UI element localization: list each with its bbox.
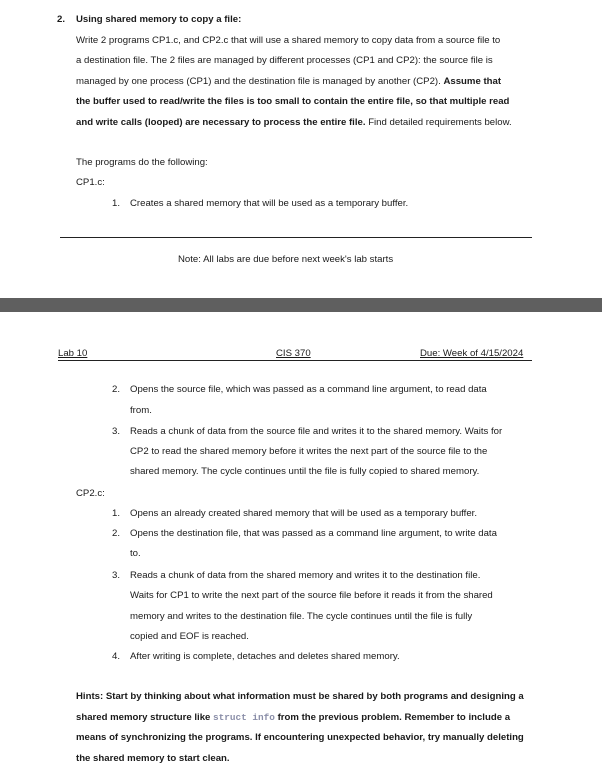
- code-struct-info: struct info: [213, 712, 275, 723]
- problem-number: 2.: [57, 14, 66, 25]
- para-line-3: managed by one process (CP1) and the destination file is managed by another (CP2). Assume that: [76, 76, 502, 87]
- cp2-item-3-num: 3.: [112, 570, 121, 581]
- footer-note: Note: All labs are due before next week's lab starts: [178, 254, 394, 265]
- header-center: CIS 370: [276, 348, 311, 359]
- cp1-item-3-num: 3.: [112, 426, 121, 437]
- cp2-item-2-num: 2.: [112, 528, 121, 539]
- para-line-1: Write 2 programs CP1.c, and CP2.c that will use a shared memory to copy data from a source file to: [76, 35, 501, 46]
- hints-line-4: the shared memory to start clean.: [76, 753, 230, 764]
- cp1-item-2-num: 2.: [112, 384, 121, 395]
- cp1-item-1-text: Creates a shared memory that will be used as a temporary buffer.: [130, 198, 409, 209]
- cp2-item-1-num: 1.: [112, 508, 121, 519]
- hints-line-3: means of synchronizing the programs. If encountering unexpected behavior, try manually deleting: [76, 732, 524, 743]
- cp1-label: CP1.c:: [76, 177, 105, 188]
- para-line-2: a destination file. The 2 files are managed by different processes (CP1 and CP2): the source file is: [76, 55, 493, 66]
- cp2-item-3-line-3: memory and writes to the destination file. The cycle continues until the file is fully: [130, 611, 473, 622]
- hints-line-2: shared memory structure like struct info from the previous problem. Remember to include a: [76, 712, 511, 723]
- cp2-item-4-text: After writing is complete, detaches and deletes shared memory.: [130, 651, 400, 662]
- cp2-item-2-line-2: to.: [130, 548, 141, 559]
- cp2-item-3-line-1: Reads a chunk of data from the shared memory and writes it to the destination file.: [130, 570, 481, 581]
- intro-text: The programs do the following:: [76, 157, 208, 168]
- problem-title: Using shared memory to copy a file:: [76, 14, 242, 25]
- cp2-item-3-line-4: copied and EOF is reached.: [130, 631, 249, 642]
- page-top: [0, 0, 602, 298]
- page-bottom: [0, 312, 602, 781]
- footer-rule: [60, 237, 532, 238]
- cp2-item-1-text: Opens an already created shared memory that will be used as a temporary buffer.: [130, 508, 477, 519]
- cp2-item-2-line-1: Opens the destination file, that was passed as a command line argument, to write data: [130, 528, 497, 539]
- cp1-item-1-num: 1.: [112, 198, 121, 209]
- hints-line-1: Hints: Start by thinking about what information must be shared by both programs and designing a: [76, 691, 524, 702]
- cp1-item-3-line-2: CP2 to read the shared memory before it writes the next part of the source file to the: [130, 446, 488, 457]
- header-left: Lab 10: [58, 348, 88, 359]
- para-line-4: the buffer used to read/write the files is too small to contain the entire file, so that multiple read: [76, 96, 510, 107]
- cp1-item-3-line-3: shared memory. The cycle continues until the file is fully copied to shared memory.: [130, 466, 480, 477]
- cp2-label: CP2.c:: [76, 488, 105, 499]
- cp1-item-2-line-2: from.: [130, 405, 152, 416]
- cp2-item-3-line-2: Waits for CP1 to write the next part of the source file before it reads it from the shared: [130, 590, 493, 601]
- header-right: Due: Week of 4/15/2024: [420, 348, 524, 359]
- cp1-item-2-line-1: Opens the source file, which was passed as a command line argument, to read data: [130, 384, 487, 395]
- cp2-item-4-num: 4.: [112, 651, 121, 662]
- cp1-item-3-line-1: Reads a chunk of data from the source file and writes it to the shared memory. Waits for: [130, 426, 503, 437]
- header-rule: [58, 360, 532, 361]
- page-break: [0, 298, 602, 312]
- para-line-5: and write calls (looped) are necessary to process the entire file. Find detailed requirements below.: [76, 117, 512, 128]
